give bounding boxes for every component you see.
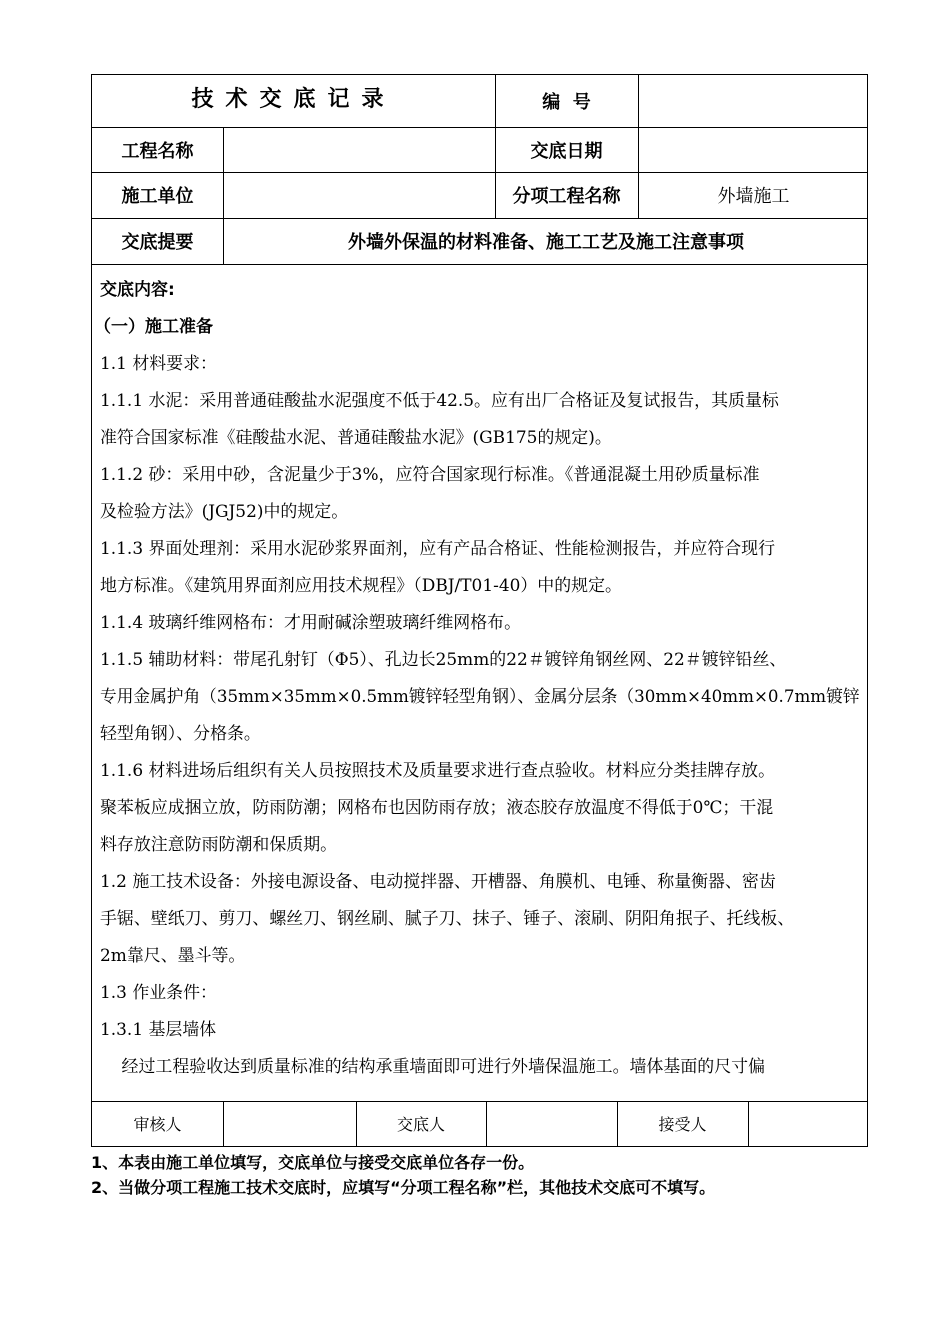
receiver-label: 接受人 <box>658 1115 707 1134</box>
content-line: 1.1.3 界面处理剂：采用水泥砂浆界面剂，应有产品合格证、性能检测报告，并应符合现行 <box>100 539 776 559</box>
section-heading: （一）施工准备 <box>94 317 213 337</box>
content-line: 2m靠尺、墨斗等。 <box>100 946 246 966</box>
footnote: 2、当做分项工程施工技术交底时，应填写“分项工程名称”栏，其他技术交底可不填写。 <box>91 1178 716 1197</box>
reviewer-field[interactable] <box>223 1101 356 1146</box>
content-line: 料存放注意防雨防潮和保质期。 <box>100 835 338 855</box>
form-title: 技术交底记录 <box>191 87 396 112</box>
project-name-label: 工程名称 <box>121 140 194 162</box>
summary-value: 外墙外保温的材料准备、施工工艺及施工注意事项 <box>348 232 744 253</box>
content-area <box>92 264 869 1101</box>
contractor-field[interactable] <box>223 172 495 218</box>
content-line: 专用金属护角（35mm×35mm×0.5mm镀锌轻型角钢）、金属分层条（30mm×40mm×0.7mm镀锌 <box>100 687 860 707</box>
content-line: 1.1 材料要求： <box>100 354 217 374</box>
content-line: 1.1.4 玻璃纤维网格布：才用耐碱涂塑玻璃纤维网格布。 <box>100 613 522 633</box>
content-line: 聚苯板应成捆立放，防雨防潮；网格布也因防雨存放；液态胶存放温度不得低于0℃；干混 <box>100 798 774 818</box>
content-line: 手锯、壁纸刀、剪刀、螺丝刀、钢丝刷、腻子刀、抹子、锤子、滚刷、阴阳角抿子、托线板、 <box>100 909 795 929</box>
content-line: 准符合国家标准《硅酸盐水泥、普通硅酸盐水泥》(GB175的规定)。 <box>100 428 612 448</box>
discloser-label: 交底人 <box>396 1115 445 1134</box>
content-line: 1.2 施工技术设备：外接电源设备、电动搅拌器、开槽器、角膜机、电锤、称量衡器、密齿 <box>100 872 776 892</box>
footnote: 1、本表由施工单位填写，交底单位与接受交底单位各存一份。 <box>91 1153 535 1172</box>
content-line: 1.1.1 水泥：采用普通硅酸盐水泥强度不低于42.5。应有出厂合格证及复试报告，其质量标 <box>100 391 779 411</box>
content-line: 经过工程验收达到质量标准的结构承重墙面即可进行外墙保温施工。墙体基面的尺寸偏 <box>100 1057 766 1077</box>
content-body <box>94 272 863 1086</box>
footnotes <box>91 1150 715 1200</box>
content-line: 1.3.1 基层墙体 <box>100 1020 217 1040</box>
content-line: 及检验方法》(JGJ52)中的规定。 <box>100 502 349 522</box>
content-line: 1.1.6 材料进场后组织有关人员按照技术及质量要求进行查点验收。材料应分类挂牌存放。 <box>100 761 776 781</box>
content-line: 轻型角钢）、分格条。 <box>100 724 261 744</box>
subproject-label: 分项工程名称 <box>512 186 621 207</box>
subproject-field[interactable]: 外墙施工 <box>717 186 790 207</box>
date-label: 交底日期 <box>530 140 603 162</box>
discloser-field[interactable] <box>486 1101 617 1146</box>
number-field[interactable] <box>638 75 869 127</box>
project-name-field[interactable] <box>223 127 495 172</box>
summary-label: 交底提要 <box>121 232 194 253</box>
number-label: 编 号 <box>542 92 591 113</box>
content-heading: 交底内容: <box>100 280 175 300</box>
contractor-label: 施工单位 <box>121 186 194 207</box>
disclosure-form <box>91 74 868 1147</box>
receiver-field[interactable] <box>748 1101 869 1146</box>
content-line: 1.1.2 砂：采用中砂，含泥量少于3%，应符合国家现行标准。《普通混凝土用砂质量标准 <box>100 465 760 485</box>
reviewer-label: 审核人 <box>133 1115 182 1134</box>
content-lines <box>100 346 863 1086</box>
date-field[interactable] <box>638 127 869 172</box>
content-line: 1.1.5 辅助材料：带尾孔射钉（Φ5）、孔边长25mm的22＃镀锌角钢丝网、22＃镀锌铅丝、 <box>100 650 787 670</box>
content-line: 1.3 作业条件： <box>100 983 217 1003</box>
content-line: 地方标准。《建筑用界面剂应用技术规程》（DBJ/T01-40）中的规定。 <box>100 576 622 596</box>
